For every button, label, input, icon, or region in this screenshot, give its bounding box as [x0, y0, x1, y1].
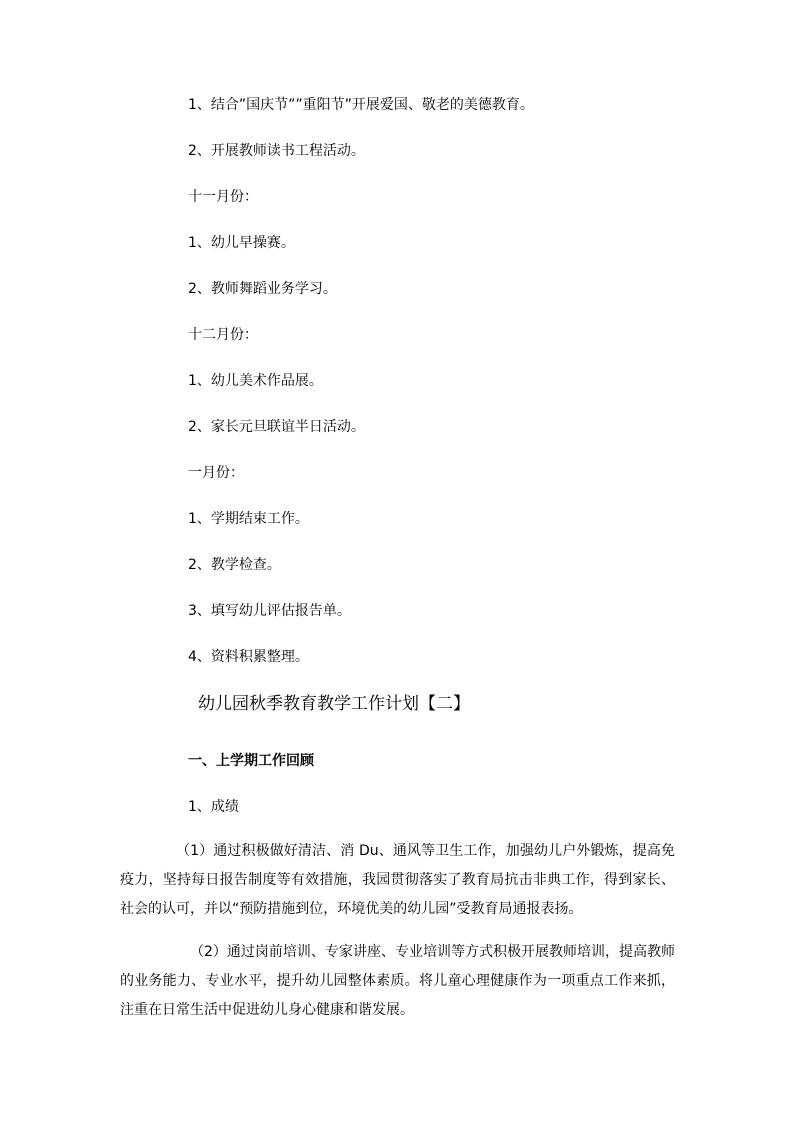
plan-item: 2、教学检查。	[188, 557, 281, 573]
plan-item: 2、家长元旦联谊半日活动。	[188, 419, 365, 435]
plan-item: 1、幼儿美术作品展。	[188, 373, 323, 389]
month-label: 一月份：	[188, 465, 244, 481]
plan-item: 4、资料积累整理。	[188, 649, 309, 665]
subheading: 1、成绩	[188, 799, 239, 815]
plan-item: 3、填写幼儿评估报告单。	[188, 603, 351, 619]
section-title: 幼儿园秋季教育教学工作计划【二】	[198, 694, 470, 714]
paragraph: （1）通过积极做好清洁、消 Du、通风等卫生工作，加强幼儿户外锻炼，提高免疫力，坚持每日报告制度等有效措施，我园贯彻落实了教育局抗击非典工作，得到家长、社会的认可，并以“预防措施到位，环境优美的幼儿园”受教育局通报表扬。	[120, 843, 675, 917]
paragraph: （2）通过岗前培训、专家讲座、专业培训等方式积极开展教师培训，提高教师的业务能力、专业水平，提升幼儿园整体素质。将儿童心理健康作为一项重点工作来抓，注重在日常生活中促进幼儿身心健康和谐发展。	[120, 944, 675, 1018]
section-heading: 一、上学期工作回顾	[188, 753, 314, 769]
plan-item: 1、学期结束工作。	[188, 511, 309, 527]
plan-item: 2、教师舞蹈业务学习。	[188, 281, 337, 297]
plan-item: 1、结合”国庆节””重阳节”开展爱国、敬老的美德教育。	[188, 97, 534, 113]
month-label: 十二月份：	[188, 327, 258, 343]
plan-item: 2、开展教师读书工程活动。	[188, 143, 365, 159]
plan-item: 1、幼儿早操赛。	[188, 235, 295, 251]
month-label: 十一月份：	[188, 189, 258, 205]
